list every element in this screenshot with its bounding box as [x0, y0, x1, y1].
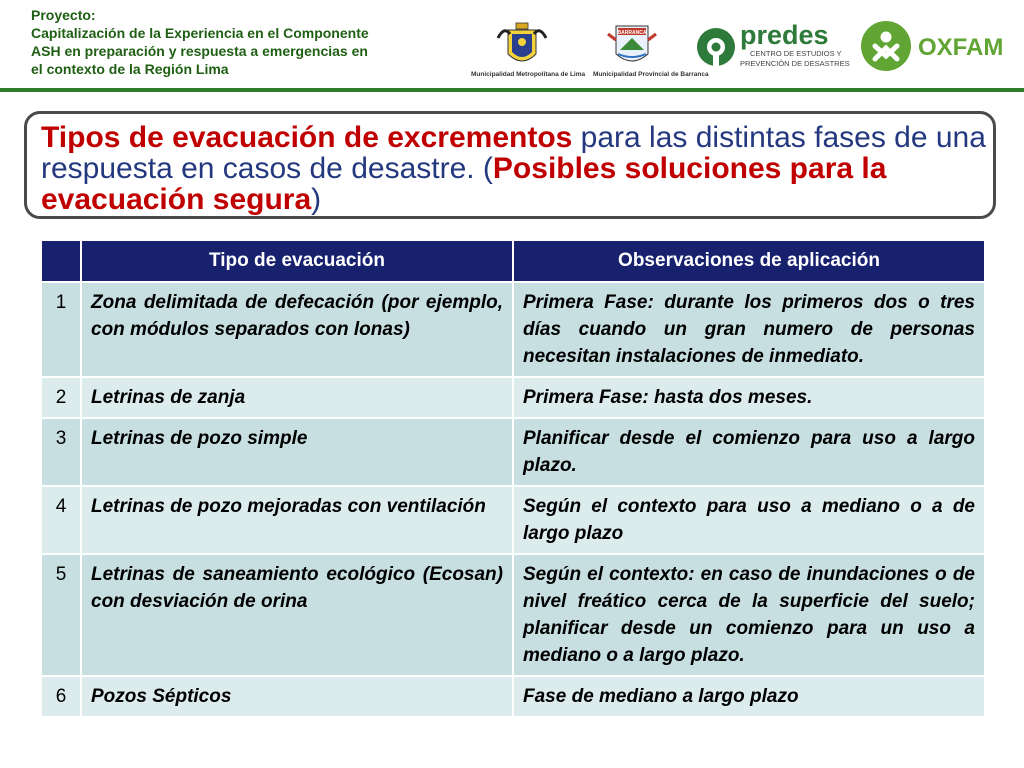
municipal-logos	[468, 20, 709, 82]
project-line-1: Capitalización de la Experiencia en el Componente	[31, 25, 369, 41]
row-observation: Planificar desde el comienzo para uso a largo plazo.	[513, 418, 985, 486]
title-text-2: )	[311, 183, 322, 216]
row-observation: Primera Fase: durante los primeros dos o tres días cuando un gran numero de personas necesitan instalaciones de inmediato.	[513, 282, 985, 377]
row-number: 1	[41, 282, 81, 377]
header-num	[41, 240, 81, 282]
barranca-crest-icon	[608, 26, 656, 61]
slide-title	[41, 122, 989, 215]
title-text-1: para las distintas fases de una respuesta en casos de desastre. (	[41, 121, 986, 185]
lima-coat-of-arms-icon	[498, 23, 546, 61]
project-info	[31, 6, 431, 78]
barranca-crest-text: BARRANCA	[617, 30, 647, 36]
predes-sub1: CENTRO DE ESTUDIOS Y	[750, 49, 842, 58]
row-observation: Primera Fase: hasta dos meses.	[513, 377, 985, 418]
header-observations: Observaciones de aplicación	[513, 240, 985, 282]
row-type: Letrinas de zanja	[81, 377, 513, 418]
evacuation-table	[40, 239, 986, 718]
table-header-row	[41, 240, 985, 282]
header-type: Tipo de evacuación	[81, 240, 513, 282]
row-type: Letrinas de pozo mejoradas con ventilación	[81, 486, 513, 554]
title-highlight-2: Posibles soluciones para la evacuación segura	[41, 152, 887, 216]
row-type: Zona delimitada de defecación (por ejemplo, con módulos separados con lonas)	[81, 282, 513, 377]
barranca-caption: Municipalidad Provincial de Barranca	[593, 71, 709, 78]
table-row	[41, 486, 985, 554]
row-type: Pozos Sépticos	[81, 676, 513, 717]
header-divider	[0, 88, 1024, 92]
title-box	[24, 111, 996, 219]
project-line-2: ASH en preparación y respuesta a emergencias en	[31, 43, 368, 59]
row-number: 5	[41, 554, 81, 676]
project-label: Proyecto:	[31, 7, 96, 23]
table-row	[41, 282, 985, 377]
row-number: 3	[41, 418, 81, 486]
row-number: 6	[41, 676, 81, 717]
project-line-3: el contexto de la Región Lima	[31, 61, 229, 77]
row-observation: Fase de mediano a largo plazo	[513, 676, 985, 717]
row-observation: Según el contexto: en caso de inundaciones o de nivel freático cerca de la superficie del suelo; planificar desde un comienzo para un uso a mediano o a largo plazo.	[513, 554, 985, 676]
title-highlight-1: Tipos de evacuación de excrementos	[41, 121, 573, 154]
table-row	[41, 418, 985, 486]
oxfam-logo	[860, 18, 1004, 74]
predes-name: predes	[740, 20, 829, 50]
predes-sub2: PREVENCIÓN DE DESASTRES	[740, 59, 850, 68]
predes-logo	[696, 20, 850, 72]
lima-caption: Municipalidad Metropolitana de Lima	[471, 71, 586, 78]
row-number: 4	[41, 486, 81, 554]
row-number: 2	[41, 377, 81, 418]
table-row	[41, 676, 985, 717]
oxfam-logo-icon	[861, 21, 911, 71]
row-type: Letrinas de saneamiento ecológico (Ecosan) con desviación de orina	[81, 554, 513, 676]
oxfam-name: OXFAM	[918, 34, 1004, 61]
table-row	[41, 554, 985, 676]
row-type: Letrinas de pozo simple	[81, 418, 513, 486]
table-row	[41, 377, 985, 418]
row-observation: Según el contexto para uso a mediano o a de largo plazo	[513, 486, 985, 554]
predes-logo-icon	[697, 28, 735, 68]
